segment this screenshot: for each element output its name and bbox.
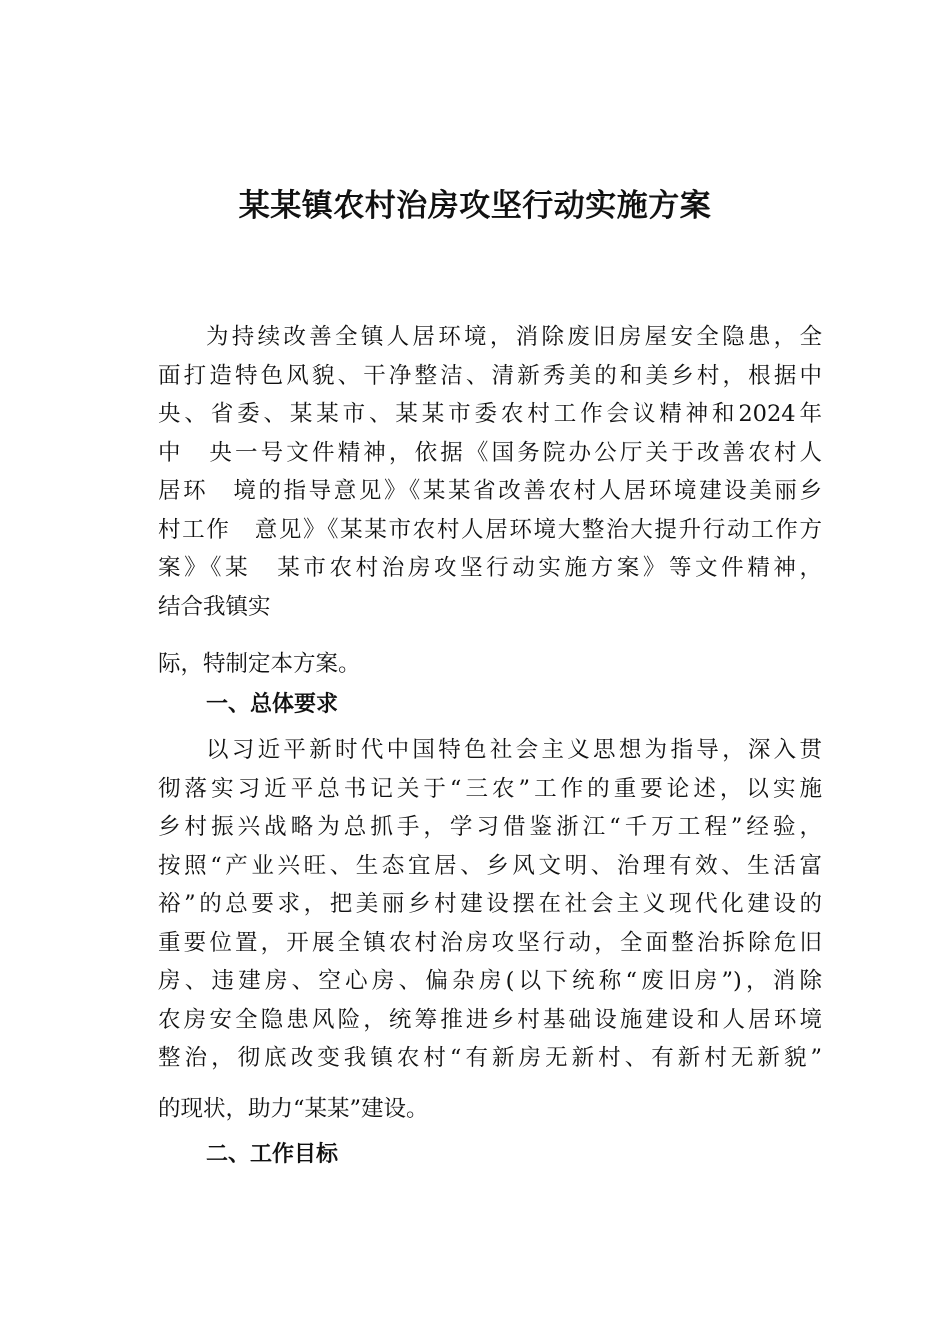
text-line: 彻落实习近平总书记关于“三农”工作的重要论述，以实施 [158, 775, 822, 802]
text-line: 中 央一号文件精神，依据《国务院办公厅关于改善农村人 [158, 439, 822, 466]
text-line: 以习近平新时代中国特色社会主义思想为指导，深入贯 [206, 737, 822, 763]
text-line: 乡村振兴战略为总抓手，学习借鉴浙江“千万工程”经验， [158, 814, 822, 840]
document-title: 某某镇农村治房攻坚行动实施方案 [238, 188, 712, 224]
text-line: 结合我镇实 [158, 593, 271, 620]
section1-paragraph [158, 731, 822, 1078]
text-line: 面打造特色风貌、干净整洁、清新秀美的和美乡村，根据中 [158, 362, 822, 389]
text-line: 村工作 意见》《某某市农村人居环境大整治大提升行动工作方 [158, 516, 822, 543]
section1-paragraph-tail [158, 1090, 822, 1129]
text-line: 整治，彻底改变我镇农村“有新房无新村、有新村无新貌” [158, 1045, 822, 1071]
text-line: 际，特制定本方案。 [158, 651, 361, 677]
section-heading-overall-requirements: 一、总体要求 [206, 692, 339, 717]
text-line: 的现状，助力“某某”建设。 [158, 1096, 429, 1122]
text-line: 为持续改善全镇人居环境，消除废旧房屋安全隐患，全 [206, 324, 822, 350]
text-line: 农房安全隐患风险，统筹推进乡村基础设施建设和人居环境 [158, 1006, 822, 1033]
text-line: 案》《某 某市农村治房攻坚行动实施方案》等文件精神， [158, 555, 822, 581]
intro-paragraph-tail [158, 645, 822, 684]
text-line: 裕”的总要求，把美丽乡村建设摆在社会主义现代化建设的 [158, 891, 822, 917]
text-line: 重要位置，开展全镇农村治房攻坚行动，全面整治拆除危旧 [158, 929, 822, 956]
text-line: 央、省委、某某市、某某市委农村工作会议精神和2024年 [158, 401, 822, 427]
section-heading-work-goals: 二、工作目标 [206, 1142, 339, 1167]
intro-paragraph [158, 318, 822, 626]
text-line: 居环 境的指导意见》《某某省改善农村人居环境建设美丽乡 [158, 478, 822, 504]
text-line: 房、违建房、空心房、偏杂房(以下统称“废旧房”)，消除 [158, 968, 822, 994]
text-line: 按照“产业兴旺、生态宜居、乡风文明、治理有效、生活富 [158, 852, 822, 879]
